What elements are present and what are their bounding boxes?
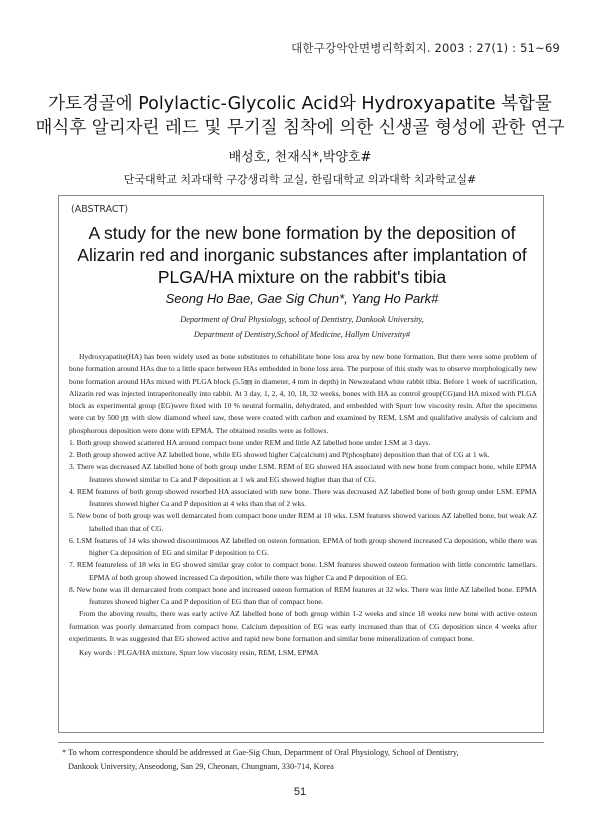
korean-title-line-1: 가토경골에 Polylactic-Glycolic Acid와 Hydroxyapatite 복합물 [48, 94, 552, 114]
english-affiliation [59, 312, 545, 342]
result-text: REM featureless of 18 wks in EG showed similar gray color to compact bone. LSM features showed osteon formation with little concentric lamellars. EPMA of both group showed increased Ca deposition, while there was higher Ca and P deposition of EG. [76, 560, 538, 582]
english-title-line-1: A study for the new bone formation by the deposition of [88, 223, 516, 243]
korean-title [0, 92, 600, 140]
result-text: There was decreased AZ labelled bone of both group under LSM. REM of EG showed HA associated with new bone from compact bone, while EPMA features showed similar to Ca and P deposition at 1 wk and EG showed higher than that of CG. [76, 462, 537, 484]
result-text: New bone of both group was well demarcated from compact bone under REM at 10 wks. LSM features showed various AZ labelled bone, but weak AZ labelled than that of CG. [76, 511, 537, 533]
abstract-intro: Hydroxyapatite(HA) has been widely used as bone substitutes to rehabilitate bone loss area by new bone formation. But there were some problem of bone formation around HAs due to a little space between HAs embedded in bone loss area. The purpose of this study was to observe morphologically new bone formation around HAs mixed with PLGA block (5.5㎜ in diameter, 4 mm in depth) in Newzealand white rabbit tibia. Before 1 week of sacrification, Alizarin red was injected intraperitoneally into rabbit. At 3 day, 1, 2, 4, 10, 18, 32 weeks, bones with HA as control group(CG)and HA mixed with PLGA block as experimental group (EG)were fixed with 10 % neutral formalin, dehydrated, and embedded with Spurr low viscosity resin. After the specimens were cut by 500 ㎛ with slow diamond wheel saw, these were coated with carbon and examined by REM, LSM and qualifative analysis of calcium and phosphorous deposition were done with EPMA. The obtained results were as follows. [69, 352, 537, 435]
list-item [69, 449, 537, 461]
footnote-line-1: * To whom correspondence should be addressed at Gae-Sig Chun, Department of Oral Physiology, School of Dentistry, [62, 748, 459, 757]
result-text: REM features of both group showed resorbed HA associated with new bone. There was decreased AZ labelled bone of both group under LSM. EPMA features showed higher Ca and P deposition at 4 wks than that of 2 wks. [76, 486, 537, 508]
list-item [69, 437, 537, 449]
list-item [69, 535, 537, 560]
result-text: LSM features of 14 wks showed discontinuous AZ labelled on osteon formation. EPMA of both group showed increased Ca deposition, while there was higher Ca deposition of EG and similar P deposition to CG. [76, 535, 537, 557]
korean-authors: 배성호, 천재식*,박양호# [228, 150, 372, 165]
english-title-line-2: Alizarin red and inorganic substances after implantation of [77, 245, 527, 265]
english-authors: Seong Ho Bae, Gae Sig Chun*, Yang Ho Park# [165, 291, 439, 306]
footnote-line-2: Dankook University, Anseodong, San 29, Cheonan, Chungnam, 330-714, Korea [68, 762, 334, 771]
english-affiliation-line-2: Department of Dentistry,School of Medicine, Hallym University# [193, 330, 411, 339]
result-text: Both group showed active AZ labelled bone, while EG showed higher Ca(calcium) and P(phosphate) deposition than that of CG at 1 wk. [76, 450, 490, 459]
korean-title-line-2: 매식후 알리자린 레드 및 무기질 침착에 의한 신생골 형성에 관한 연구 [35, 118, 565, 138]
abstract-box [58, 195, 544, 733]
english-affiliation-line-1: Department of Oral Physiology, school of Dentistry, Dankook University, [180, 315, 424, 324]
result-number: 1. [69, 437, 75, 447]
list-item [69, 510, 537, 535]
result-number: 8. [69, 584, 75, 594]
result-number: 4. [69, 486, 75, 496]
korean-affiliation: 단국대학교 치과대학 구강생리학 교실, 한림대학교 의과대학 치과학교실# [123, 173, 477, 186]
result-number: 5. [69, 511, 75, 521]
result-number: 6. [69, 535, 75, 545]
list-item [69, 486, 537, 511]
result-text: Both group showed scattered HA around compact bone under REM and little AZ labelled bone under LSM at 3 days. [76, 437, 431, 447]
results-list [69, 437, 537, 609]
page-number: 51 [293, 786, 307, 798]
abstract-body [69, 351, 537, 659]
result-text: New bone was ill demarcated from compact bone and increased osteon formation of REM features at 32 wks. There was little AZ labelled bone. EPMA features showed higher Ca and P deposition of EG than that of compact bone. [76, 584, 537, 606]
list-item [69, 461, 537, 486]
list-item [69, 584, 537, 609]
footnote-divider [58, 742, 544, 743]
abstract-conclusion: From the aboving results, there was early active AZ labelled bone of both group within 1-2 weeks and since 18 weeks new bone with active osteon formation was poorly demarcated from compact bone. Calcium deposition of EG was early increased than that of CG deposition since 4 weeks after experiments. It was suggested that EG showed active and rapid new bone formation and similar bone mineralization of compact bone. [69, 609, 537, 643]
result-number: 3. [69, 462, 75, 472]
result-number: 7. [69, 560, 75, 570]
english-title [65, 222, 539, 288]
journal-header: 대한구강악안면병리학회지. 2003 : 27(1) : 51~69 [291, 41, 560, 55]
abstract-label: (ABSTRACT) [71, 204, 129, 215]
keywords: Key words : PLGA/HA mixture, Spurr low viscosity resin, REM, LSM, EPMA [79, 648, 319, 657]
result-number: 2. [69, 450, 75, 459]
list-item [69, 559, 537, 584]
english-title-line-3: PLGA/HA mixture on the rabbit's tibia [157, 267, 447, 287]
correspondence-footnote [62, 746, 544, 774]
